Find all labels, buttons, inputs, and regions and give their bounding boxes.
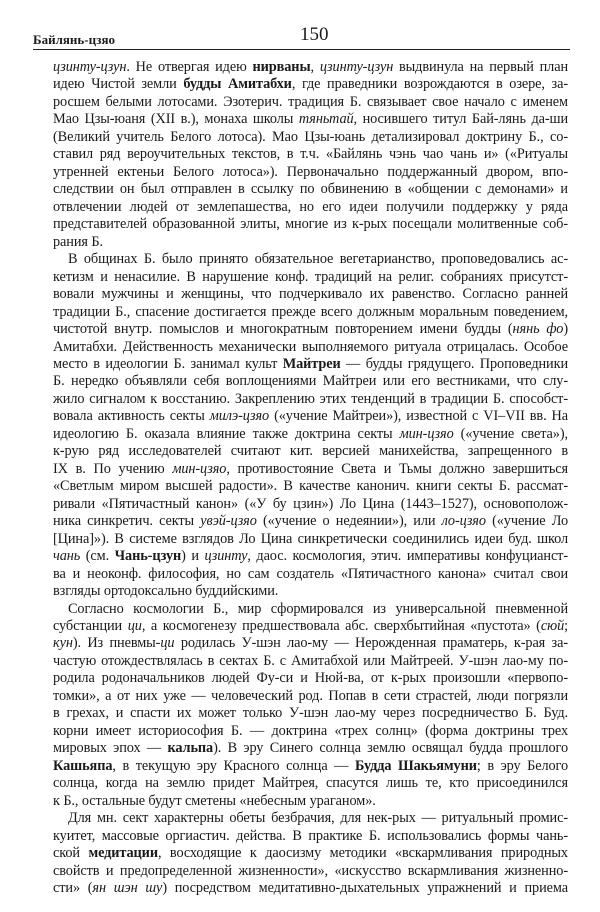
bold-term: кальпа xyxy=(167,740,214,757)
text-line xyxy=(53,59,568,76)
text-line xyxy=(53,670,568,687)
text-line xyxy=(53,863,568,880)
text-span: ривали «Пятичастный канон» («У бу цзин») Ло Цина (1443–1527), основополож- xyxy=(53,495,568,512)
bold-term: будды Амитабхи xyxy=(183,76,292,93)
running-head: Байлянь-цзяо xyxy=(33,32,116,47)
text-line xyxy=(53,181,568,198)
text-span: традиции Б., спасение достигается прежде всего должным моральным поведением, xyxy=(53,303,568,320)
italic-term: ци xyxy=(160,635,175,652)
text-span: ской xyxy=(53,845,89,862)
italic-term: кун xyxy=(53,635,73,652)
text-line xyxy=(53,76,568,93)
text-span: в грехах, и спасти их может только У-шэн лао-му через посредничество Б. Буд. xyxy=(53,705,568,722)
text-line xyxy=(53,601,568,618)
bold-term: Кашьяпа xyxy=(53,757,113,774)
text-line xyxy=(53,653,568,670)
page-number: 150 xyxy=(300,24,329,45)
text-span: — будды грядущего. Проповедники xyxy=(340,355,569,372)
text-span: («учение о недеянии»), или xyxy=(256,513,442,530)
text-span: утренней ектеньи Белого лотоса»). Первоначально поддержанный двором, впо- xyxy=(53,163,568,180)
bold-term: медитации xyxy=(88,845,158,862)
text-span: жило сигналом к восстанию. Закреплению этих тенденций в традиции Б. способст- xyxy=(53,390,568,407)
text-line xyxy=(53,513,568,530)
bold-term: Будда Шакьямуни xyxy=(354,757,477,774)
text-line xyxy=(53,199,568,216)
text-span: («учение Майтреи»), известной с VI–VII вв. На xyxy=(269,408,569,425)
text-line xyxy=(53,269,568,286)
text-span: чистотой внутр. помыслов и многократным повторением имени будды ( xyxy=(53,321,513,338)
text-span: к-рую ряд исследователей считают кит. версией манихейства, запрещенного в xyxy=(53,443,568,460)
italic-term: мин-цзяо xyxy=(399,425,454,442)
text-line xyxy=(53,426,568,443)
text-span: томки», а от них уже — человеческий род. Попав в сети страстей, люди погрязли xyxy=(53,687,568,704)
text-span: , даос. космология, этич. императивы конфуцианст- xyxy=(247,548,568,565)
text-span: следствии он был отправлен в ссылку по обвинению в «общении с демонами» и xyxy=(53,181,568,198)
text-span: ). Из пневмы- xyxy=(72,635,161,652)
text-span: Для мн. сект характерны обеты безбрачия, для нек-рых — ритуальный промис- xyxy=(68,810,568,827)
paragraph xyxy=(53,59,568,251)
text-span: Б. нередко объявляли себя воплощениями Майтреи или его вестниками, что слу- xyxy=(53,373,568,390)
text-line xyxy=(53,845,568,862)
text-span: взгляды ортодоксально буддийскими. xyxy=(53,583,279,600)
text-span: IX в. По учению xyxy=(53,460,173,477)
text-line xyxy=(53,566,568,583)
text-line xyxy=(53,828,568,845)
text-span: («учение Ло xyxy=(485,513,568,530)
text-span: , восходящие к даосизму методики «вскармливания природных xyxy=(157,845,568,862)
italic-term: увэй-цзяо xyxy=(200,513,257,530)
text-span: , где праведники возрождаются в озере, за- xyxy=(291,76,568,93)
text-span: ; в эру Белого xyxy=(476,757,568,774)
text-span: «Светлым миром высшей радости». В качестве канонич. книги секты Б. рассмат- xyxy=(53,478,568,495)
text-line xyxy=(53,94,568,111)
italic-term: ци xyxy=(127,618,142,634)
text-span: куитет, массовые оргиастич. действа. В практике Б. использовались формы чань- xyxy=(53,827,568,844)
italic-term: цзинту-цзун xyxy=(53,59,127,75)
text-span: родилась У-шэн лао-му — Нерожденная праматерь, к-рая за- xyxy=(174,635,568,652)
text-line xyxy=(53,880,568,897)
text-line xyxy=(53,304,568,321)
text-line xyxy=(53,251,568,268)
text-span: ; xyxy=(564,618,568,634)
text-line xyxy=(53,548,568,565)
text-span: , противостояние Света и Тьмы должно завершиться xyxy=(226,460,568,477)
text-line xyxy=(53,146,568,163)
text-line xyxy=(53,583,568,600)
text-span: ва и неоконф. философия, но сам создатель «Пятичастного канона» считал свои xyxy=(53,565,568,582)
italic-term: сюй xyxy=(540,618,565,634)
text-span: родила родоначальников людей Фу-си и Нюй-ва, от к-рых произошли «первопо- xyxy=(53,670,568,687)
text-span: росшем белыми лотосами. Эзотерич. традиция Б. связывает свое начало с именем xyxy=(53,93,568,110)
text-line xyxy=(53,635,568,652)
text-span: рания Б. xyxy=(53,233,103,250)
text-span: вовали мужчины и женщины, что подчеркивало их равенство. Согласно ранней xyxy=(53,286,568,303)
text-span: Амитабхи. Действенность механически выполняемого ритуала отрицалась. Особое xyxy=(53,338,568,355)
italic-term: тяньтай xyxy=(298,111,354,128)
text-span: ) посредством медитативно-дыхательных упражнений и приема xyxy=(162,880,568,897)
text-span: (Великий учитель Белого лотоса). Мао Цзы-юань детализировал доктрину Б., со- xyxy=(53,128,568,145)
text-line xyxy=(53,618,568,635)
italic-term: цзинту xyxy=(204,548,248,565)
text-span: [Цина]»). В системе взглядов Ло Цина синкретически соединились идеи буд. школ xyxy=(53,530,568,547)
text-span: мировых эпох — xyxy=(53,740,168,757)
text-span: выдвинула на первый план xyxy=(393,59,569,75)
text-line xyxy=(53,373,568,390)
text-line xyxy=(53,775,568,792)
text-span: субстанции xyxy=(53,618,128,634)
text-span: ставил ряд вероучительных текстов, в т.ч. «Байлянь чэнь чао чань и» («Ритуалы xyxy=(53,146,568,163)
page-header xyxy=(33,24,570,50)
text-line xyxy=(53,793,568,810)
text-line xyxy=(53,723,568,740)
text-span: ника синкретич. секты xyxy=(53,513,201,530)
paragraph xyxy=(53,601,568,811)
text-line xyxy=(53,531,568,548)
italic-term: цзинту-цзун xyxy=(319,59,394,75)
italic-term: нянь фо xyxy=(512,321,564,338)
text-span: сти» ( xyxy=(53,880,93,897)
text-line xyxy=(53,408,568,425)
text-span: место в идеологии Б. занимал культ xyxy=(53,355,283,372)
text-span: , xyxy=(310,59,320,75)
text-span: к Б., остальные будут сметены «небесным ураганом». xyxy=(53,792,376,809)
text-span: идею Чистой земли xyxy=(53,76,184,93)
text-span: Согласно космологии Б., мир сформировался из универсальной пневменной xyxy=(68,600,568,617)
text-span: , в текущую эру Красного солнца — xyxy=(112,757,355,774)
text-span: , носившего титул Бай-лянь да-ши xyxy=(353,111,568,128)
bold-term: Чань-цзун xyxy=(114,548,182,565)
italic-term: милэ-цзяо xyxy=(209,408,270,425)
text-span: представителей образованной элиты, многие из к-рых посещали молитвенные соб- xyxy=(53,216,568,233)
text-line xyxy=(53,810,568,827)
italic-term: чань xyxy=(53,548,81,565)
article-body xyxy=(53,59,568,898)
text-span: солнца, когда на землю придет Майтрея, спасутся лишь те, кто присоединился xyxy=(53,775,568,792)
text-line xyxy=(53,496,568,513)
text-span: («учение света»), xyxy=(453,425,568,442)
text-line xyxy=(53,758,568,775)
text-span: Мао Цзы-юаня (XII в.), монаха школы xyxy=(53,111,299,128)
text-span: ) xyxy=(563,321,568,338)
text-line xyxy=(53,478,568,495)
text-line xyxy=(53,391,568,408)
header-rule xyxy=(33,49,570,50)
text-span: (см. xyxy=(80,548,115,565)
text-span: ). В эру Синего солнца землю освящал будда прошлого xyxy=(213,740,569,757)
text-span: отвлечении людей от землепашества, но его идеи получили поддержку у ряда xyxy=(53,198,568,215)
paragraph xyxy=(53,251,568,600)
italic-term: ян шэн шу xyxy=(92,880,163,897)
text-line xyxy=(53,339,568,356)
text-span: , а космогенезу предшествовала абс. сверхбытийная «пустота» ( xyxy=(141,618,541,634)
text-line xyxy=(53,164,568,181)
paragraph xyxy=(53,810,568,897)
text-span: ) и xyxy=(181,548,205,565)
text-line xyxy=(53,216,568,233)
text-span: вовала активность секты xyxy=(53,408,210,425)
text-span: частую отождествлялась в сектах Б. с Амитабхой или Майтреей. У-шэн лао-му по- xyxy=(53,652,568,669)
text-line xyxy=(53,740,568,757)
text-line xyxy=(53,443,568,460)
text-line xyxy=(53,321,568,338)
bold-term: Майтреи xyxy=(282,355,341,372)
text-line xyxy=(53,705,568,722)
italic-term: ло-цзяо xyxy=(441,513,486,530)
text-line xyxy=(53,688,568,705)
text-span: . Не отвергая идею xyxy=(126,59,253,75)
bold-term: нирваны xyxy=(252,59,311,75)
text-line xyxy=(53,129,568,146)
text-line xyxy=(53,234,568,251)
text-line xyxy=(53,461,568,478)
text-span: В общинах Б. было принято обязательное вегетарианство, проповедовались ас- xyxy=(68,251,568,268)
text-span: свойств и предопределенной жизненности», «искусство вскармливания жизненно- xyxy=(53,862,568,879)
text-span: корни имеет историософия Б. — доктрина «трех солнц» (форма доктрины трех xyxy=(53,722,568,739)
text-span: кетизм и ненасилие. В нарушение конф. традиций на религ. собраниях присутст- xyxy=(53,268,568,285)
text-line xyxy=(53,286,568,303)
text-line xyxy=(53,111,568,128)
text-span: идеологию Б. оказала влияние также доктрина секты xyxy=(53,425,400,442)
italic-term: мин-цзяо xyxy=(172,460,227,477)
text-line xyxy=(53,356,568,373)
